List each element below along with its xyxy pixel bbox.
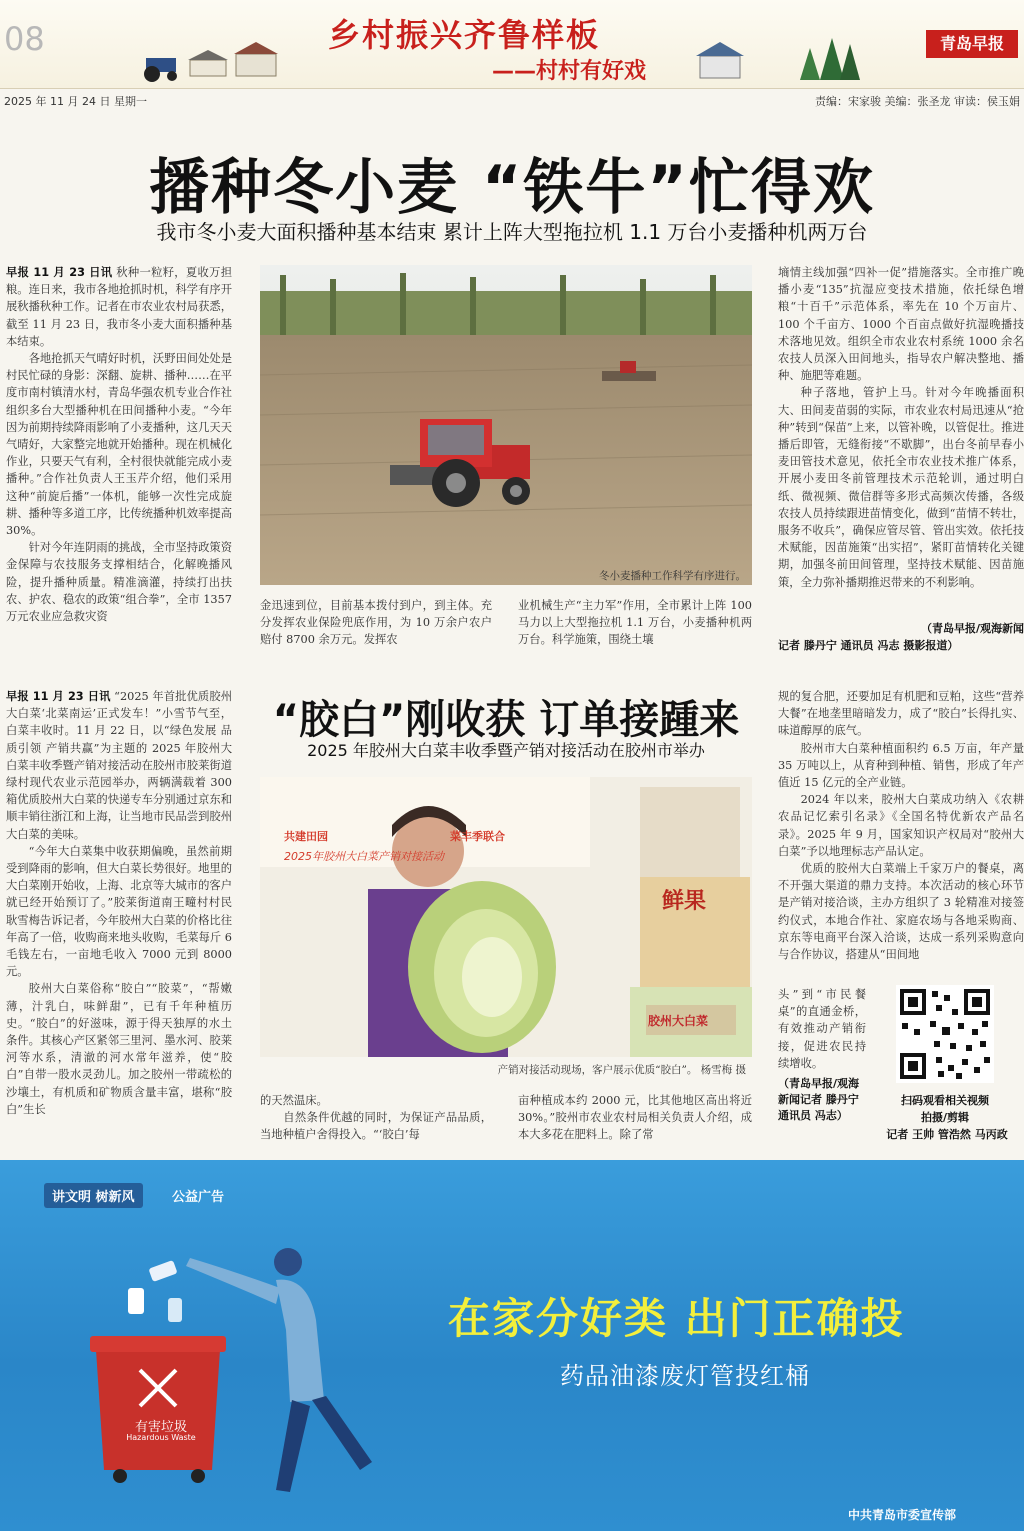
section-title: 乡村振兴齐鲁样板 [328,16,601,54]
article2-para: 胶州大白菜俗称“胶白”“胶菜”，“帮嫩薄，汁乳白，味鲜甜”，已有千年种植历史。“胶白”的好滋味，源于得天独厚的水土条件。其核心产区紧邻三里河、墨水河、胶莱河等水系，清澈的河水常年滋养，使“胶白”自带一股水灵劲儿。加之胶州一带疏松的沙壤土，有机质和矿物质含量丰富，堪称“胶白”生长 [6,982,232,1116]
ad-tag: 讲文明 树新风 [44,1183,143,1208]
box-label-cabbage: 胶州大白菜 [648,1014,709,1028]
section-subtitle: ——村村有好戏 [492,59,647,84]
qr-caption-2: 拍摄/剪辑 [920,1111,970,1124]
article2-para: 2024 年以来，胶州大白菜成功纳入《农耕农品记忆索引名录》《全国名特优新农产品名录》。2025 年 9 月，国家知识产权局对“胶州大白菜”予以地理标志产品认定。 [778,793,1024,858]
article2-para: 头”到“市民餐桌”的直通金桥，有效推动产销衔接，促进农民持续增收。 [778,988,866,1070]
photo-caption: 产销对接活动现场，客户展示优质“胶白”。 杨雪梅 摄 [497,1064,746,1076]
article2-para: 规的复合肥，还要加足有机肥和豆粕，这些“营养大餐”在地垄里暗暗发力，成了“胶白”长得扎实、味道醇厚的底气。 [778,690,1024,738]
village-trees-illustration [690,30,860,84]
article2-para: 胶州市大白菜种植面积约 6.5 万亩，年产量 35 万吨以上，从育种到种植、销售，形成了年产值近 15 亿元的全产业链。 [778,741,1024,790]
article2-column-1 [6,688,232,1142]
banner-text-line2: 2025年胶州大白菜产销对接活动 [284,850,444,863]
tractor-village-illustration [140,40,300,84]
qr-credit: 记者 王帅 管浩然 马丙政 [886,1128,1008,1141]
qr-caption: 扫码观看相关视频 [901,1094,989,1107]
dateline: 2025 年 11 月 24 日 星期一 [4,95,147,108]
newspaper-logo: 青岛早报 [926,30,1018,58]
ad-type-label: 公益广告 [172,1190,225,1205]
qr-code[interactable] [896,985,994,1083]
banner-text-right: 菜丰季联合 [450,830,505,843]
article1-para: 针对今年连阴雨的挑战，全市坚持政策资金保障与农技服务支撑相结合，化解晚播风险，提升播种质量。精准滴灌，持续打出扶农、护农、稳农的政策“组合拳”，全市 1357 万元农业应急救灾资 [6,541,232,624]
ad-subtitle: 药品油漆废灯管投红桶 [560,1362,810,1390]
tractor-field-photo [260,265,752,585]
article1-para: 墒情主线加强“四补一促”措施落实。全市推广晚播小麦“135”抗湿应变技术措施，依托绿色增粮“十百千”示范体系，率先在 10 个万亩片、100 个千亩方、1000 个百亩点做好抗湿晚播技术落地见效。组织全市农业农村系统 1000 余名农技人员深入田间地头，指导农户解决整地、播种、施肥等难题。 [778,266,1024,383]
article1-credit: 记者 滕丹宁 通讯员 冯志 摄影报道） [778,639,959,652]
article1-credit-tail: （青岛早报/观海新闻 [920,622,1024,635]
article1-column-2 [260,597,492,655]
box-label: 鲜果 [662,888,707,914]
banner-text-left: 共建田园 [284,830,328,843]
article2-column-4 [778,688,1024,982]
article1-column-1 [6,264,232,654]
person-throwing-trash-illustration [80,1240,400,1500]
article2-headline: “胶白”刚收获 订单接踵来 [272,697,740,743]
article1-para: 金迅速到位，目前基本拨付到户，到主体。充分发挥农业保险兜底作用，为 10 万余户农户赔付 8700 余万元。发挥农 [260,599,492,647]
article1-para: 种子落地，管护上马。针对今年晚播面积大、田间麦苗弱的实际，市农业农村局迅速从“抢种”转到“保苗”上来，以管补晚，以管促壮。推进播后即管，无缝衔接“不歇脚”，出台冬前早春小麦田管技术意见，依托全市农业技术推广体系，开展小麦田冬前管理技术示范轮训，通过明白纸、微视频、微信群等多形式高频次传播，各级农技人员持续跟进苗情变化，做到“苗情不转壮，服务不收兵”，确保应管尽管、管出实效。依托技术赋能，因苗施策“出实招”，紧盯苗情转化关键期，加强冬前田间管理，坚持技术赋能、因苗施策，全力弥补播期推迟带来的不利影响。 [778,386,1024,589]
article1-headline: 播种冬小麦 “铁牛”忙得欢 [149,153,875,223]
bin-label-en: Hazardous Waste [126,1433,196,1442]
article2-credit: （青岛早报/观海新闻记者 滕丹宁 通讯员 冯志） [778,1077,860,1122]
bin-label: 有害垃圾 [134,1420,187,1435]
article2-para: “今年大白菜集中收获期偏晚，虽然前期受到降雨的影响，但大白菜长势很好。地里的大白菜刚开始收，上海、北京等大城市的客户就已经开始预订了。”胶莱街道南王疃村村民耿雪梅告诉记者，今年胶州大白菜的价格比往年高了一倍，收购商来地头收购，毛菜每斤 6 毛钱左右，一亩地毛收入 7000 元到 8000 元。 [6,844,232,979]
editor-credits: 责编：宋家骏 美编：张圣龙 审读：侯玉娟 [815,95,1020,108]
article2-lead: 早报 11 月 23 日讯 [6,690,111,703]
article2-column-3 [518,1092,752,1148]
article2-subheadline: 2025 年胶州大白菜丰收季暨产销对接活动在胶州市举办 [307,741,705,760]
ad-organization: 中共青岛市委宣传部 [848,1508,957,1522]
photo-caption: 冬小麦播种工作科学有序进行。 [599,570,746,582]
article1-para: 业机械生产“主力军”作用，全市累计上阵 100 马力以上大型拖拉机 1.1 万台，小麦播种机两万台。科学施策，围绕土壤 [518,599,752,647]
article2-para: “2025 年首批优质胶州大白菜‘北菜南运’正式发车！”小雪节气至，白菜丰收时。11 月 22 日，以“绿色发展 品质引领 产销共赢”为主题的 2025 年胶州大白菜丰收季暨产销对接活动在胶州市胶莱街道绿村现代农业示范园举办，两辆满载着 300 箱优质胶州大白菜的快递专车分别通过京东和顺丰销往浙江和上海，让当地市民品尝到胶州大白菜的美味。 [6,690,232,841]
ad-slogan: 在家分好类 出门正确投 [448,1294,905,1343]
article2-column-2 [260,1092,492,1148]
article1-column-4 [778,264,1024,640]
article1-column-3 [518,597,752,655]
article1-lead: 早报 11 月 23 日讯 [6,266,113,279]
article2-column-4-narrow [778,986,866,1074]
article1-para: 秋种一粒籽，夏收万担粮。连日来，我市各地抢抓时机，科学有序开展秋播秋种工作。记者在市农业农村局获悉，截至 11 月 23 日，我市冬小麦大面积播种基本结束。 [6,266,232,348]
article2-para: 的天然温床。 自然条件优越的同时，为保证产品品质，当地种植户舍得投入。“‘胶白’每 [260,1094,492,1142]
page-number: 08 [4,20,45,58]
article1-para: 各地抢抓天气晴好时机，沃野田间处处是村民忙碌的身影：深翻、旋耕、播种……在平度市南村镇清水村，青岛华强农机专业合作社组织多台大型播种机在田间播种小麦。“今年因为前期持续降雨影响了小麦播种，这几天天气晴好，大家整完地就开始播种。现在机械化作业，只要天气有利，全村很快就能完成小麦播种。”合作社负责人王玉芹介绍，他们采用这种“前旋后播”一体机，能够一次性完成旋耕、播种等多道工序，比传统播种机效率提高 30%。 [6,352,232,538]
article2-para: 优质的胶州大白菜端上千家万户的餐桌，离不开强大渠道的鼎力支持。本次活动的核心环节是产销对接洽谈，主办方组织了 3 轮精准对接签约仪式，本地合作社、家庭农场与各地采购商、京东等电商平台深入洽谈，达成一系列采购意向与合作协议，搭建从“田间地 [778,862,1024,962]
article1-subheadline: 我市冬小麦大面积播种基本结束 累计上阵大型拖拉机 1.1 万台小麦播种机两万台 [156,220,868,244]
article2-para: 亩种植成本约 2000 元，比其他地区高出将近 30%。”胶州市农业农村局相关负责人介绍，成本大多花在肥料上。除了常 [518,1094,752,1142]
